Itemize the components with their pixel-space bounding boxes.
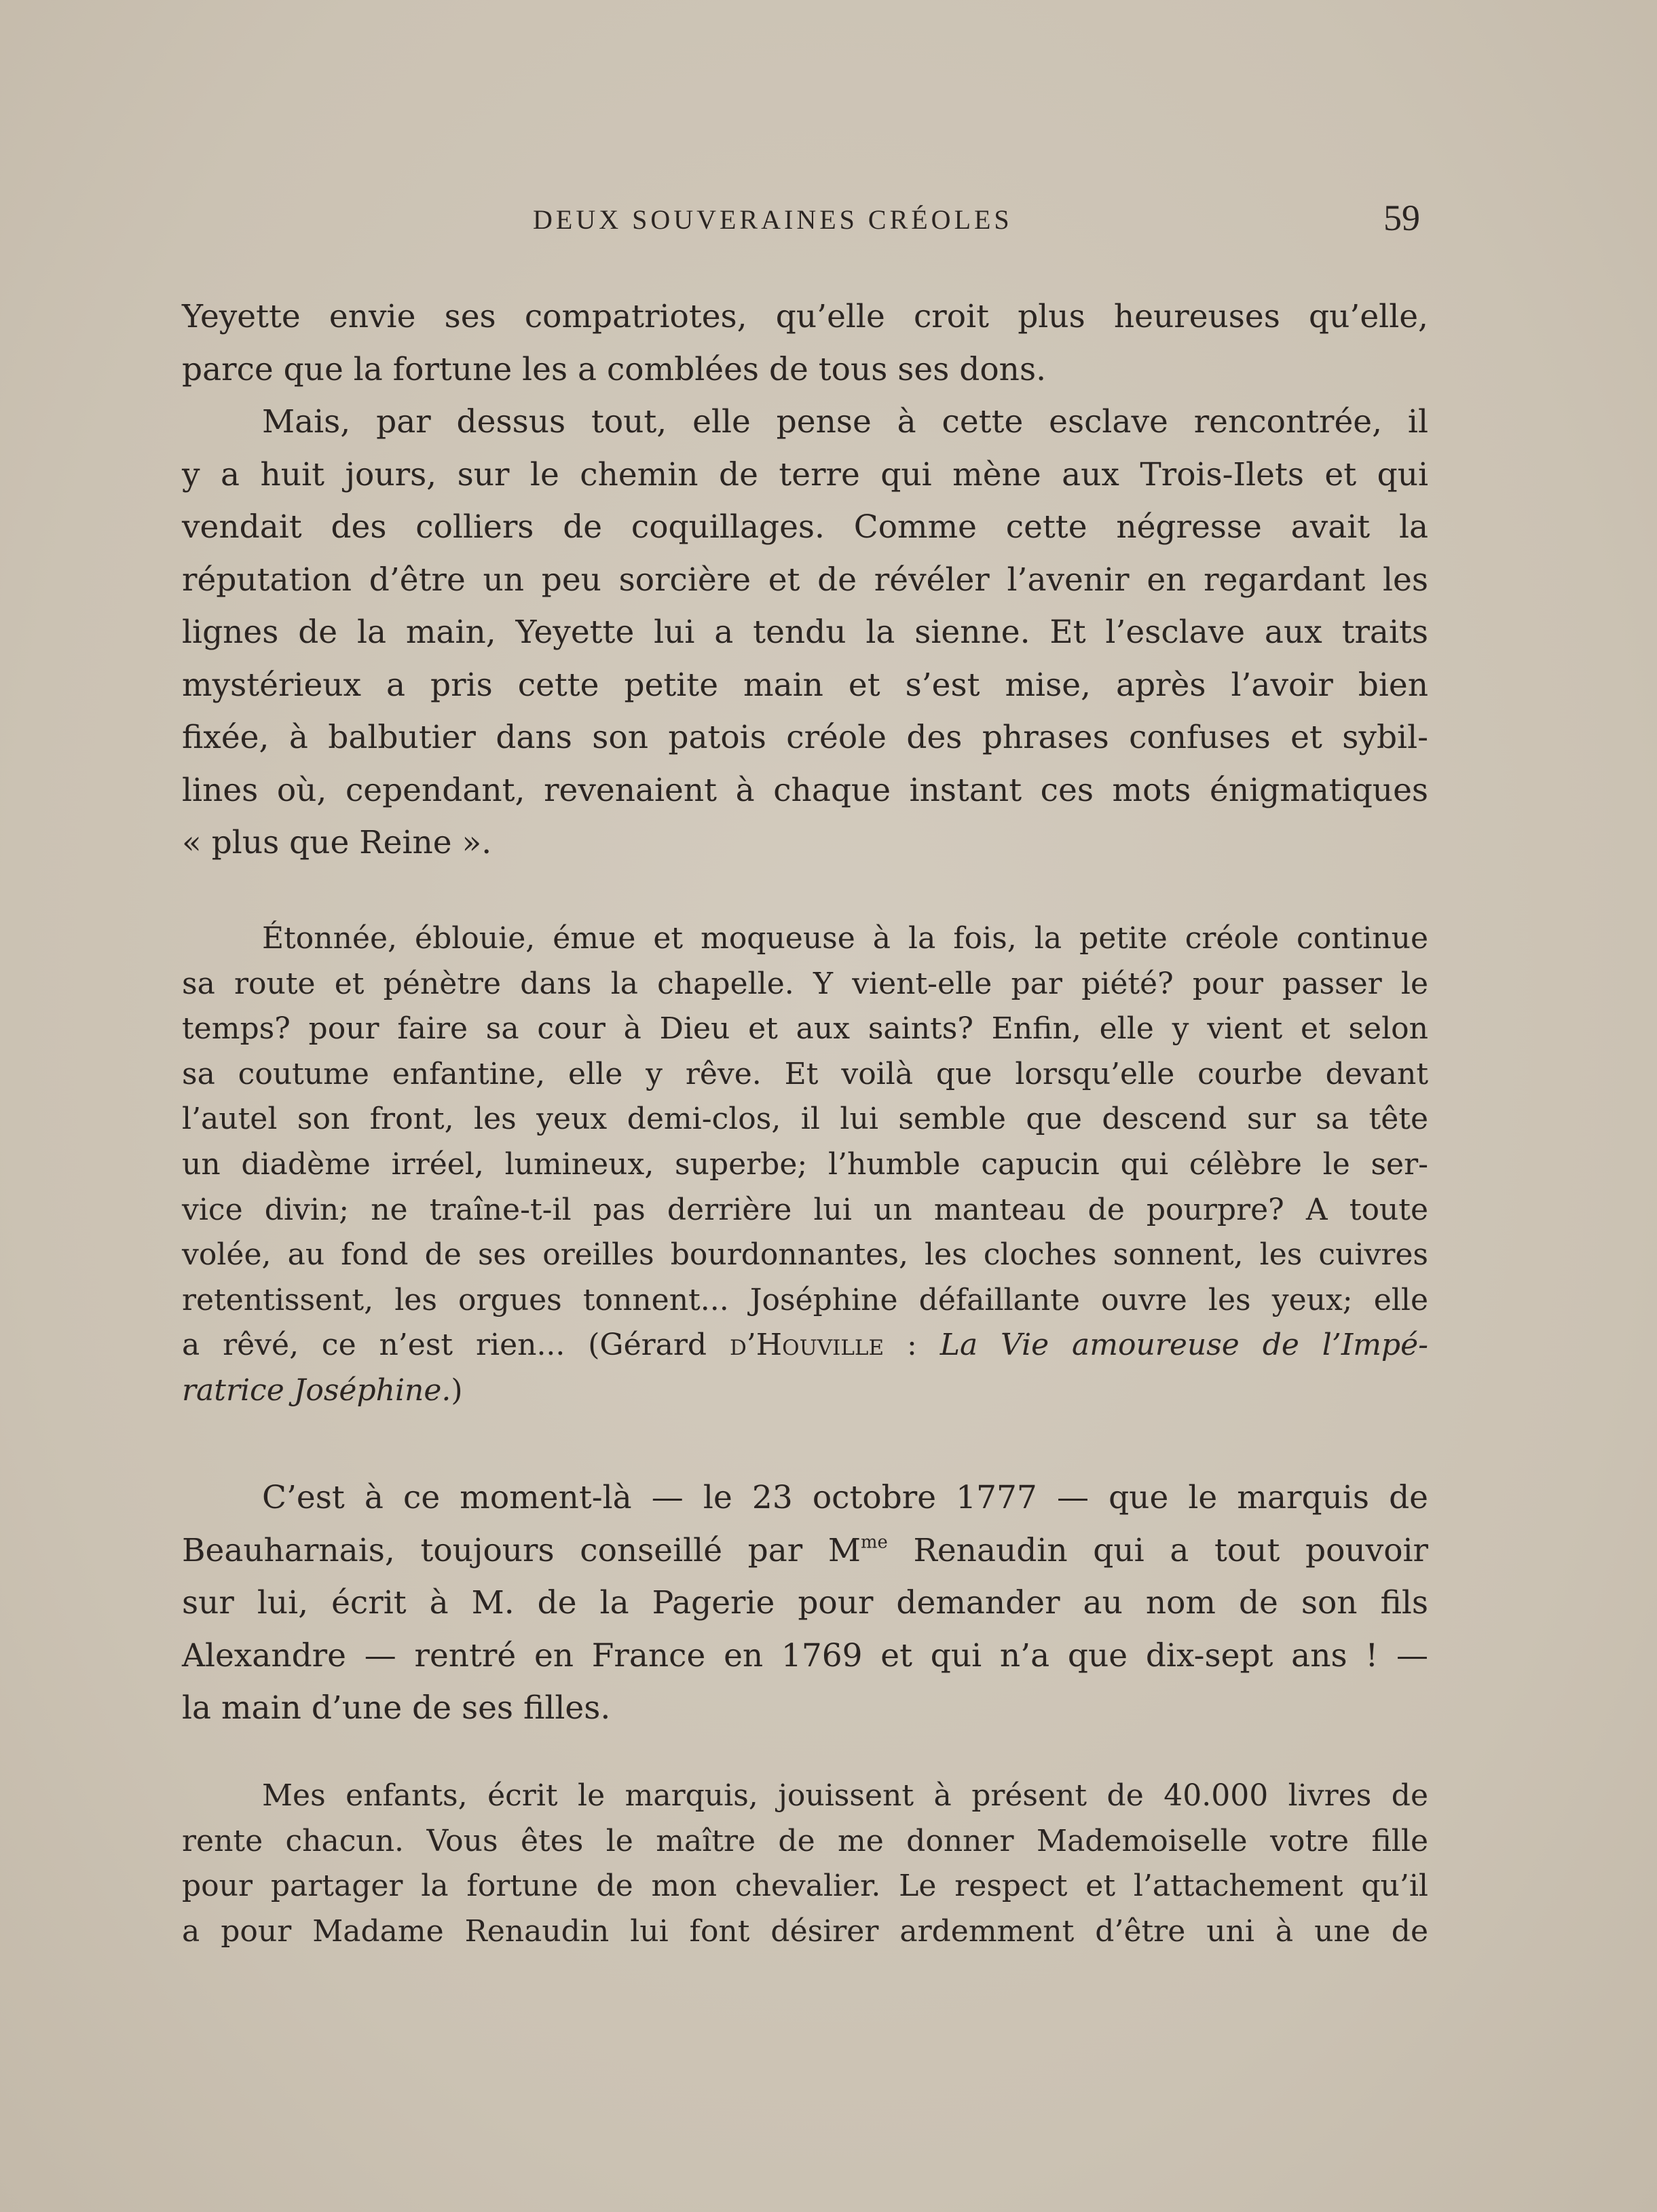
citation-title: La Vie amoureuse de l’Impé- — [939, 1328, 1429, 1363]
quote-line: vice divin; ne traîne-t-il pas derrière lui un manteau de pourpre? A toute — [182, 1192, 1428, 1227]
citation-author-particle: d’ — [729, 1328, 756, 1363]
text-line: vendait des colliers de coquillages. Comme cette négresse avait la — [182, 508, 1428, 546]
superscript: me — [861, 1532, 888, 1553]
quote-line: sa route et pénètre dans la chapelle. Y vient-elle par piété? pour passer le — [182, 966, 1428, 1001]
citation-line — [182, 1368, 1428, 1414]
text-line: C’est à ce moment-là — le 23 octobre 1777 — que le marquis de — [262, 1479, 1428, 1516]
text-segment: Beauharnais, toujours conseillé par M — [182, 1531, 861, 1569]
quote-line: pour partager la fortune de mon chevalier. Le respect et l’attachement qu’il — [182, 1869, 1428, 1904]
text-line: lignes de la main, Yeyette lui a tendu la sienne. Et l’esclave aux traits — [182, 614, 1428, 651]
block-quote — [182, 1774, 1428, 1954]
quote-line: un diadème irréel, lumineux, superbe; l’humble capucin qui célèbre le ser- — [182, 1146, 1428, 1182]
quote-line: Étonnée, éblouie, émue et moqueuse à la fois, la petite créole continue — [262, 921, 1428, 956]
text-line: Mais, par dessus tout, elle pense à cette esclave rencontrée, il — [262, 403, 1428, 440]
quote-line: Mes enfants, écrit le marquis, jouissent à présent de 40.000 livres de — [262, 1778, 1428, 1813]
citation-separator: : — [884, 1328, 940, 1363]
citation-close: ) — [451, 1372, 463, 1408]
text-line: lines où, cependant, revenaient à chaque instant ces mots énigmatiques — [182, 771, 1428, 809]
citation-title: ratrice Joséphine. — [182, 1372, 451, 1408]
text-line: Alexandre — rentré en France en 1769 et qui n’a que dix-sept ans ! — — [182, 1636, 1428, 1674]
text-segment: Renaudin qui a tout pouvoir — [887, 1531, 1428, 1569]
paragraph — [182, 1471, 1428, 1735]
quote-line: volée, au fond de ses oreilles bourdonnantes, les cloches sonnent, les cuivres — [182, 1237, 1428, 1273]
text-line: « plus que Reine ». — [182, 824, 492, 861]
quote-line: rente chacun. Vous êtes le maître de me donner Mademoiselle votre fille — [182, 1823, 1428, 1858]
text-line: sur lui, écrit à M. de la Pagerie pour demander au nom de son fils — [182, 1584, 1428, 1621]
citation-prefix: a rêvé, ce n’est rien... (Gérard — [182, 1328, 730, 1363]
paragraph — [182, 396, 1428, 869]
running-head: DEUX SOUVERAINES CRÉOLES — [533, 204, 1013, 235]
text-line: Yeyette envie ses compatriotes, qu’elle croit plus heureuses qu’elle, — [182, 298, 1428, 335]
text-line: mystérieux a pris cette petite main et s’est mise, après l’avoir bien — [182, 666, 1428, 704]
quote-line: sa coutume enfantine, elle y rêve. Et voilà que lorsqu’elle courbe devant — [182, 1056, 1428, 1091]
paragraph — [182, 290, 1428, 396]
text-line: réputation d’être un peu sorcière et de révéler l’avenir en regardant les — [182, 561, 1428, 599]
text-line: fixée, à balbutier dans son patois créole des phrases confuses et sybil- — [182, 719, 1428, 756]
quote-line: retentissent, les orgues tonnent... Joséphine défaillante ouvre les yeux; elle — [182, 1282, 1428, 1317]
citation-line — [182, 1323, 1428, 1368]
text-line: parce que la fortune les a comblées de tous ses dons. — [182, 350, 1047, 388]
text-line: la main d’une de ses filles. — [182, 1689, 611, 1727]
quote-line: temps? pour faire sa cour à Dieu et aux saints? Enfin, elle y vient et selon — [182, 1011, 1428, 1047]
block-quote — [182, 916, 1428, 1414]
citation-author: Houville — [756, 1328, 885, 1363]
page-number: 59 — [1383, 198, 1420, 238]
quote-line: a pour Madame Renaudin lui font désirer ardemment d’être uni à une de — [182, 1913, 1428, 1949]
text-line: y a huit jours, sur le chemin de terre qui mène aux Trois-Ilets et qui — [182, 455, 1428, 493]
quote-line: l’autel son front, les yeux demi-clos, il lui semble que descend sur sa tête — [182, 1102, 1428, 1137]
text-line — [182, 1524, 1428, 1577]
